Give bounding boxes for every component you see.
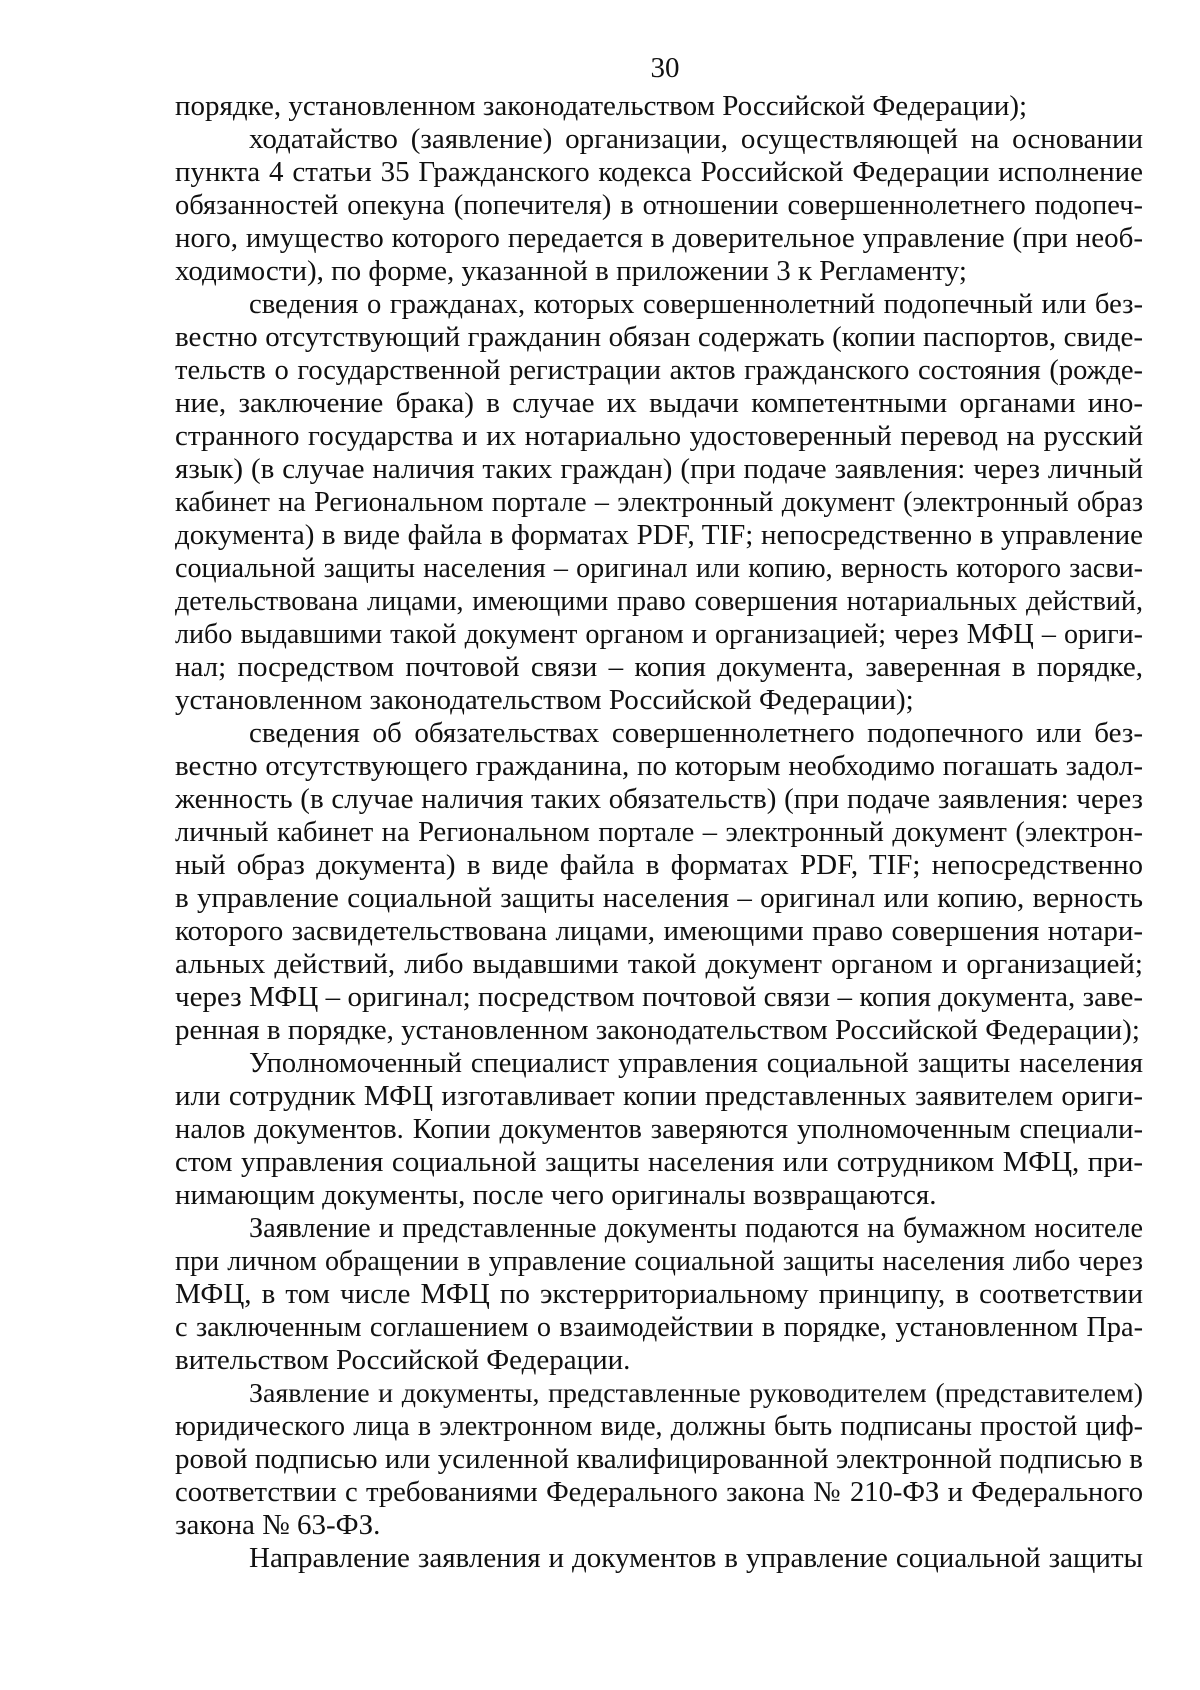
text-line: юридического лица в электронном виде, должны быть подписаны простой циф- — [175, 1411, 1143, 1442]
text-line: МФЦ, в том числе МФЦ по экстерриториальному принципу, в соответствии — [175, 1278, 1143, 1310]
text-line: Заявление и представленные документы подаются на бумажном носителе — [249, 1213, 1143, 1244]
text-line: нал; посредством почтовой связи – копия документа, заверенная в порядке, — [175, 651, 1143, 683]
text-line: вестно отсутствующего гражданина, по которым необходимо погашать задол- — [175, 750, 1143, 782]
text-line: которого засвидетельствована лицами, имеющими право совершения нотари- — [175, 915, 1143, 947]
text-line: ходатайство (заявление) организации, осуществляющей на основании — [249, 123, 1143, 155]
text-line: стом управления социальной защиты населения или сотрудником МФЦ, при- — [175, 1146, 1143, 1178]
text-line: Направление заявления и документов в управление социальной защиты — [249, 1542, 1143, 1574]
text-line: сведения о гражданах, которых совершеннолетний подопечный или без- — [249, 288, 1143, 320]
text-line: сведения об обязательствах совершеннолетнего подопечного или без- — [249, 717, 1143, 749]
text-line: пункта 4 статьи 35 Гражданского кодекса Российской Федерации исполнение — [175, 156, 1143, 188]
text-line: альных действий, либо выдавшими такой документ органом и организацией; — [175, 948, 1143, 980]
text-line: женность (в случае наличия таких обязательств) (при подаче заявления: через — [175, 783, 1143, 815]
text-line: с заключенным соглашением о взаимодействии в порядке, установленном Пра- — [175, 1312, 1143, 1343]
text-line: социальной защиты населения – оригинал или копию, верность которого засви- — [175, 553, 1143, 584]
text-line: вительством Российской Федерации. — [175, 1344, 631, 1376]
text-line: или сотрудник МФЦ изготавливает копии представленных заявителем ориги- — [175, 1080, 1143, 1112]
text-line: соответствии с требованиями Федерального закона № 210-ФЗ и Федерального — [175, 1476, 1143, 1508]
text-line: личный кабинет на Региональном портале – электронный документ (электрон- — [175, 817, 1143, 848]
text-line: обязанностей опекуна (попечителя) в отношении совершеннолетнего подопеч- — [175, 190, 1143, 221]
text-line: вестно отсутствующий гражданин обязан содержать (копии паспортов, свиде- — [175, 321, 1143, 353]
text-line: ного, имущество которого передается в доверительное управление (при необ- — [175, 222, 1143, 254]
text-line: ровой подписью или усиленной квалифицированной электронной подписью в — [175, 1443, 1143, 1475]
text-line: ный образ документа) в виде файла в форматах PDF, TIF; непосредственно — [175, 849, 1143, 881]
text-line: тельств о государственной регистрации актов гражданского состояния (рожде- — [175, 355, 1143, 386]
text-line: детельствована лицами, имеющими право совершения нотариальных действий, — [175, 586, 1143, 617]
text-line: ходимости), по форме, указанной в приложении 3 к Регламенту; — [175, 255, 967, 287]
text-line: через МФЦ – оригинал; посредством почтовой связи – копия документа, заве- — [175, 981, 1143, 1013]
text-line: язык) (в случае наличия таких граждан) (при подаче заявления: через личный — [175, 453, 1143, 485]
text-line: в управление социальной защиты населения – оригинал или копию, верность — [175, 882, 1143, 914]
text-line: нимающим документы, после чего оригиналы возвращаются. — [175, 1179, 937, 1211]
text-line: ние, заключение брака) в случае их выдачи компетентными органами ино- — [175, 387, 1143, 419]
text-line: порядке, установленном законодательством Российской Федерации); — [175, 90, 1028, 122]
text-line: странного государства и их нотариально удостоверенный перевод на русский — [175, 420, 1143, 452]
text-line: закона № 63-ФЗ. — [175, 1509, 381, 1541]
text-line: Уполномоченный специалист управления социальной защиты населения — [249, 1048, 1143, 1079]
text-line: ренная в порядке, установленном законодательством Российской Федерации); — [175, 1014, 1140, 1046]
document-body — [175, 90, 1143, 1575]
text-line: установленном законодательством Российской Федерации); — [175, 684, 914, 716]
text-line: кабинет на Региональном портале – электронный документ (электронный образ — [175, 487, 1143, 518]
text-line: документа) в виде файла в форматах PDF, TIF; непосредственно в управление — [175, 519, 1143, 551]
page-number: 30 — [650, 52, 680, 84]
text-line: налов документов. Копии документов заверяются уполномоченным специали- — [175, 1113, 1143, 1145]
text-line: Заявление и документы, представленные руководителем (представителем) — [249, 1378, 1143, 1409]
text-line: либо выдавшими такой документ органом и организацией; через МФЦ – ориги- — [175, 619, 1143, 650]
text-line: при личном обращении в управление социальной защиты населения либо через — [175, 1246, 1143, 1277]
